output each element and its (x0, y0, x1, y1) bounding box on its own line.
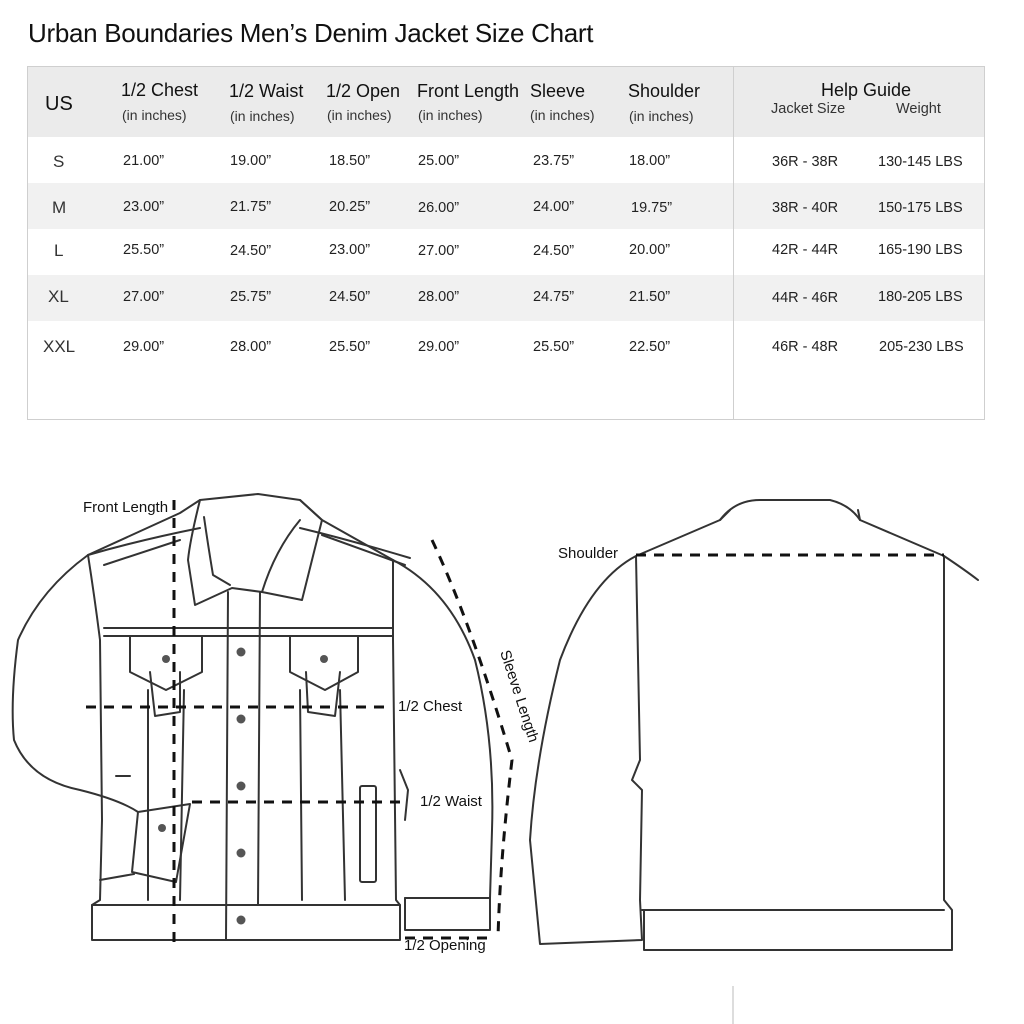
cell-s-shoulder: 18.00” (629, 153, 671, 169)
jacket-front-illustration (13, 494, 493, 940)
cell-m-shoulder: 19.75” (631, 200, 673, 216)
help-guide-divider (733, 67, 734, 419)
col-header-shoulder: Shoulder (628, 81, 701, 101)
cell-xxl-jacket-size: 46R - 48R (772, 339, 839, 355)
col-header-waist: 1/2 Waist (229, 81, 304, 101)
col-unit-sleeve: (in inches) (530, 107, 595, 123)
label-half-chest: 1/2 Chest (398, 698, 463, 715)
cell-l-chest: 25.50” (123, 242, 165, 258)
size-label-s: S (53, 152, 65, 171)
cell-m-jacket-size: 38R - 40R (772, 200, 839, 216)
cell-xl-shoulder: 21.50” (629, 289, 671, 305)
cell-m-sleeve: 24.00” (533, 199, 575, 215)
cell-s-front-length: 25.00” (418, 153, 460, 169)
label-half-opening: 1/2 Opening (404, 937, 486, 954)
cell-xl-jacket-size: 44R - 46R (772, 290, 839, 306)
col-unit-shoulder: (in inches) (629, 108, 694, 124)
size-label-m: M (52, 198, 67, 217)
cell-xl-waist: 25.75” (230, 289, 272, 305)
cell-xxl-front-length: 29.00” (418, 339, 460, 355)
cell-l-sleeve: 24.50” (533, 243, 575, 259)
cell-xl-sleeve: 24.75” (533, 289, 575, 305)
col-unit-open: (in inches) (327, 107, 392, 123)
cell-xxl-open: 25.50” (329, 339, 371, 355)
label-shoulder: Shoulder (558, 545, 619, 562)
cell-l-shoulder: 20.00” (629, 242, 671, 258)
size-label-xl: XL (48, 287, 69, 306)
page-title: Urban Boundaries Men’s Denim Jacket Size Chart (28, 18, 594, 48)
cell-m-weight: 150-175 LBS (878, 200, 963, 216)
help-guide-jacket-size-header: Jacket Size (771, 101, 846, 117)
cell-m-front-length: 26.00” (418, 200, 460, 216)
cell-xl-open: 24.50” (329, 289, 371, 305)
jacket-back-illustration (530, 500, 978, 950)
cell-m-open: 20.25” (329, 199, 371, 215)
size-label-xxl: XXL (43, 337, 76, 356)
cell-xxl-weight: 205-230 LBS (879, 339, 964, 355)
cell-s-open: 18.50” (329, 153, 371, 169)
row-band-l (28, 229, 984, 275)
cell-xl-chest: 27.00” (123, 289, 165, 305)
cell-s-sleeve: 23.75” (533, 153, 575, 169)
label-half-waist: 1/2 Waist (420, 793, 482, 810)
us-header: US (45, 93, 73, 115)
jacket-measurement-diagram (0, 440, 1024, 1024)
row-band-m (28, 183, 984, 229)
col-header-sleeve: Sleeve (530, 81, 586, 101)
cell-l-front-length: 27.00” (418, 243, 460, 259)
cell-l-waist: 24.50” (230, 243, 272, 259)
col-unit-waist: (in inches) (230, 108, 295, 124)
help-guide-weight-header: Weight (896, 101, 941, 117)
cell-xxl-waist: 28.00” (230, 339, 272, 355)
cell-l-open: 23.00” (329, 242, 371, 258)
cell-xxl-sleeve: 25.50” (533, 339, 575, 355)
cell-l-jacket-size: 42R - 44R (772, 242, 839, 258)
cell-s-waist: 19.00” (230, 153, 272, 169)
col-unit-chest: (in inches) (122, 107, 187, 123)
label-sleeve-length: Sleeve Length (496, 647, 543, 745)
row-band-s (28, 137, 984, 183)
size-label-l: L (54, 241, 64, 260)
cell-l-weight: 165-190 LBS (878, 242, 963, 258)
measurement-lines (86, 500, 944, 942)
cell-xxl-shoulder: 22.50” (629, 339, 671, 355)
cell-xxl-chest: 29.00” (123, 339, 165, 355)
col-header-front-length: Front Length (417, 81, 520, 101)
cell-m-waist: 21.75” (230, 199, 272, 215)
cell-s-jacket-size: 36R - 38R (772, 154, 839, 170)
col-header-open: 1/2 Open (326, 81, 401, 101)
cell-s-chest: 21.00” (123, 153, 165, 169)
cell-xl-weight: 180-205 LBS (878, 289, 963, 305)
label-front-length: Front Length (83, 499, 169, 516)
cell-xl-front-length: 28.00” (418, 289, 460, 305)
col-header-chest: 1/2 Chest (121, 80, 199, 100)
cell-s-weight: 130-145 LBS (878, 154, 963, 170)
col-unit-front-length: (in inches) (418, 107, 483, 123)
size-chart-table (27, 66, 985, 420)
row-band-xl (28, 275, 984, 321)
row-band-xxl (28, 321, 984, 367)
cell-m-chest: 23.00” (123, 199, 165, 215)
help-guide-title: Help Guide (821, 80, 912, 100)
